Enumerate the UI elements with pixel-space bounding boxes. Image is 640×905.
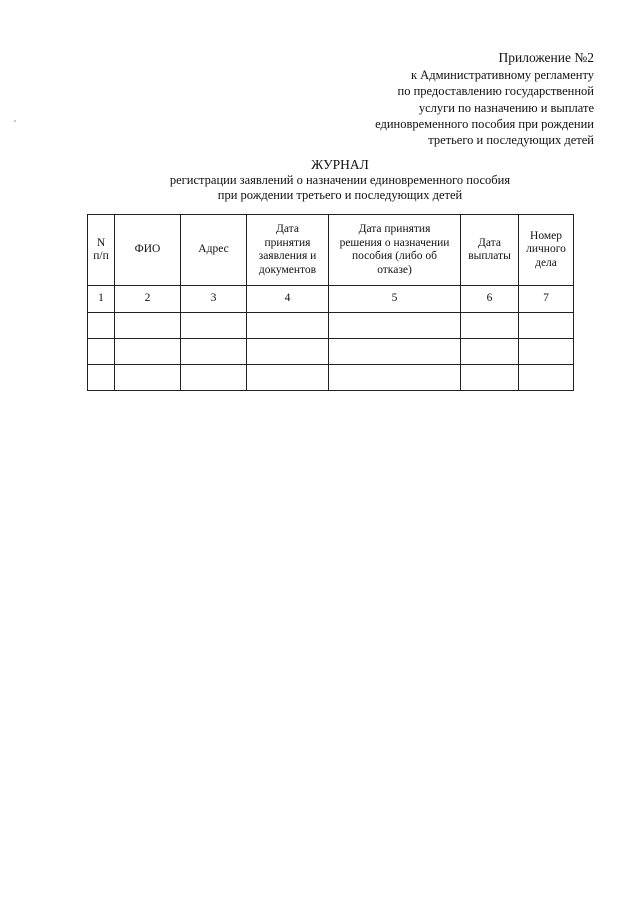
column-number: 1 <box>88 286 115 313</box>
header-cell-payment-date: Дата выплаты <box>461 215 519 286</box>
journal-subtitle-line: при рождении третьего и последующих детей <box>217 187 463 202</box>
empty-cell <box>115 365 181 391</box>
empty-cell <box>115 313 181 339</box>
scan-speck <box>14 120 16 122</box>
empty-cell <box>329 313 461 339</box>
appendix-header <box>234 50 594 148</box>
column-number: 5 <box>329 286 461 313</box>
journal-subtitle-line: регистрации заявлений о назначении единовременного пособия <box>169 173 511 187</box>
header-cell-decision-date: Дата принятия решения о назначении пособия (либо об отказе) <box>329 215 461 286</box>
empty-cell <box>461 339 519 365</box>
empty-cell <box>461 313 519 339</box>
appendix-line: по предоставлению государственной <box>397 84 594 99</box>
journal-title: ЖУРНАЛ <box>311 157 369 172</box>
empty-cell <box>247 339 329 365</box>
header-cell-fio: ФИО <box>115 215 181 286</box>
column-number: 4 <box>247 286 329 313</box>
header-cell-application-date: Дата принятия заявления и документов <box>247 215 329 286</box>
appendix-line: третьего и последующих детей <box>428 133 594 148</box>
appendix-title: Приложение №2 <box>498 50 594 65</box>
empty-cell <box>519 313 574 339</box>
empty-cell <box>181 339 247 365</box>
header-cell-number: N п/п <box>88 215 115 286</box>
appendix-line: к Административному регламенту <box>410 68 594 83</box>
table-row <box>88 365 574 391</box>
empty-cell <box>247 313 329 339</box>
header-cell-address: Адрес <box>181 215 247 286</box>
header-cell-case-number: Номер личного дела <box>519 215 574 286</box>
empty-cell <box>115 339 181 365</box>
empty-cell <box>88 313 115 339</box>
empty-cell <box>247 365 329 391</box>
column-number: 2 <box>115 286 181 313</box>
column-number: 6 <box>461 286 519 313</box>
empty-cell <box>519 339 574 365</box>
table-header-row <box>88 215 574 286</box>
column-number: 3 <box>181 286 247 313</box>
table-row <box>88 313 574 339</box>
column-number-row <box>88 286 574 313</box>
table-row <box>88 339 574 365</box>
empty-cell <box>519 365 574 391</box>
empty-cell <box>88 339 115 365</box>
column-number: 7 <box>519 286 574 313</box>
appendix-line: услуги по назначению и выплате <box>418 100 594 115</box>
empty-cell <box>88 365 115 391</box>
empty-cell <box>461 365 519 391</box>
appendix-line: единовременного пособия при рождении <box>375 116 594 131</box>
empty-cell <box>181 313 247 339</box>
journal-heading <box>0 157 640 203</box>
empty-cell <box>329 365 461 391</box>
registration-table <box>87 214 574 391</box>
empty-cell <box>181 365 247 391</box>
empty-cell <box>329 339 461 365</box>
